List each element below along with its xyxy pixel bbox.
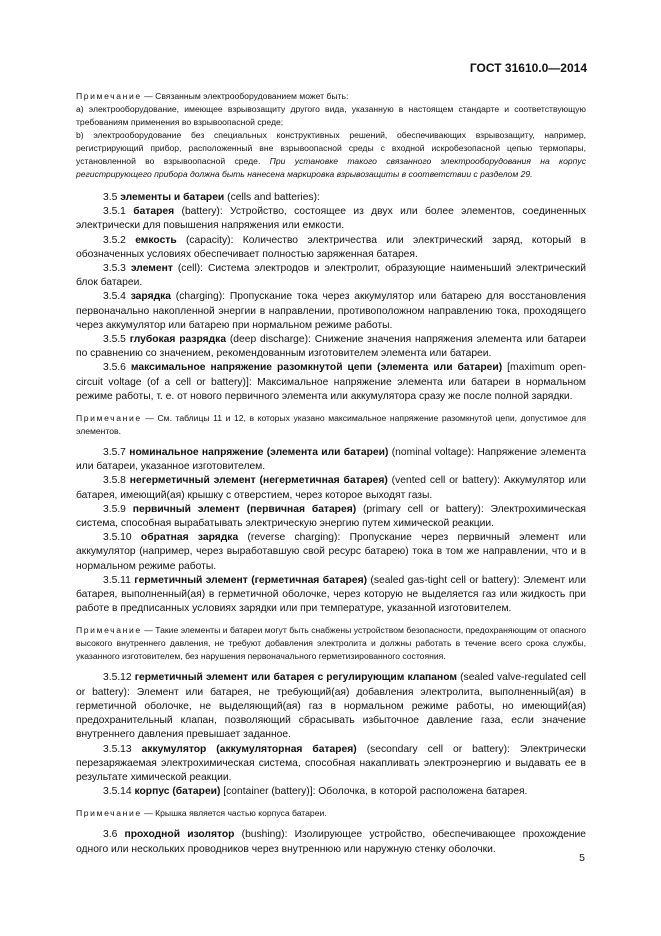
standard-header: ГОСТ 31610.0—2014 [469, 61, 587, 75]
clause-3-5-7: 3.5.7 номинальное напряжение (элемента или батареи) (nominal voltage): Напряжение элемента или батареи, указанное изготовителем. [76, 447, 586, 473]
term: батарея [133, 206, 175, 218]
note-max-voltage: Примечание — См. таблицы 11 и 12, в которых указано максимальное напряжение разомкнутой цепи, допустимое для элементов. [76, 413, 586, 437]
clause-3-5-2: 3.5.2 емкость (capacity): Количество электричества или электрический заряд, который в обозначенных условиях обеспечивает полностью заряженная батарея. [76, 234, 586, 260]
note-label: Примечание [76, 625, 142, 636]
clause-3-5-10: 3.5.10 обратная зарядка (reverse charging): Пропускание через первичный элемент или аккумулятор (например, через выработавшую свой ресурс батарею) тока в том же направлении, что и в нормальном режиме работы. [76, 532, 586, 572]
note-sealed-cells: Примечание — Такие элементы и батареи могут быть снабжены устройством безопасности, предохраняющим от опасного высокого внутреннего давления, не требуют добавления электролита и должны работать в течение всего срока службы, указанного изготовителем, без нарушения первоначального герметизированного состояния. [76, 625, 586, 662]
term: глубокая разрядка [129, 334, 227, 346]
note-item-b: b) электрооборудование без специальных конструктивных решений, обеспечивающих взрывозащиту, например, регистрирующий прибор, расположенный вне взрывоопасной среды с входной искробезопасной цепью термопары, установленной во взрывоопасной среде. При установке такого связанного электрооборудования на корпус регистрирующего прибора должна быть нанесена маркировка взрывозащиты в соответствии с разделом 29. [76, 130, 586, 179]
page-content [76, 90, 586, 857]
term: корпус (батареи) [134, 786, 221, 798]
clause-3-5: 3.5 элементы и батареи (cells and batteries): [103, 192, 320, 203]
clause-3-5-11: 3.5.11 герметичный элемент (герметичная батарея) (sealed gas-tight cell or battery): Элемент или батарея, выполненный(ая) в герметичной оболочке, через которую не выделяется газ или жидкость при работе в предписанных условиях зарядки или при температуре, указанной изготовителем. [76, 574, 586, 615]
term: элемент [130, 263, 173, 275]
clause-3-5-3: 3.5.3 элемент (cell): Система электродов и электролит, образующие наименьший электрический блок батареи. [76, 263, 586, 289]
term: емкость [135, 234, 177, 246]
clause-3-5-1: 3.5.1 батарея (battery): Устройство, состоящее из двух или более элементов, соединенных электрически для повышения напряжения или емкости. [76, 206, 587, 232]
term: герметичный элемент или батарея с регулирующим клапаном [134, 672, 457, 684]
term: первичный элемент (первичная батарея) [132, 503, 357, 515]
note-label: Примечание [76, 413, 142, 424]
clause-3-6: 3.6 проходной изолятор (bushing): Изолирующее устройство, обеспечивающее прохождение одного или нескольких проводников через внутреннюю или наружную стенку оболочки. [76, 829, 586, 855]
clause-3-5-8: 3.5.8 негерметичный элемент (негерметичная батарея) (vented cell or battery): Аккумулятор или батарея, имеющий(ая) крышку с отверстием, через которое выходят газы. [76, 475, 587, 501]
clause-3-5-4: 3.5.4 зарядка (charging): Пропускание тока через аккумулятор или батарею для восстановления первоначально накопленной энергии в направлении, противоположном направлению тока, проходящего через аккумулятор или батарею при нормальном режиме работы. [76, 291, 586, 331]
term: аккумулятор (аккумуляторная батарея) [141, 743, 357, 755]
clause-3-5-6: 3.5.6 максимальное напряжение разомкнутой цепи (элемента или батареи) [maximum open-circuit voltage (of a cell or battery)]: Максимальное напряжение элемента или батареи в нормальном режиме работы, т. е. от нового первичного элемента или аккумулятора сразу же после полной зарядки. [76, 362, 586, 402]
term: негерметичный элемент (негерметичная батарея) [129, 475, 388, 487]
clause-3-5-9: 3.5.9 первичный элемент (первичная батарея) (primary cell or battery): Электрохимическая система, способная вырабатывать электрическую энергию путем химической реакции. [76, 503, 587, 530]
clause-3-5-12: 3.5.12 герметичный элемент или батарея с регулирующим клапаном (sealed valve-regulated cell or battery): Элемент или батарея, не требующий(ая) добавления электролита, выполненный(ая) в герметичной оболочке, не выделяющий(ая) газ в нормальном режиме работы, но имеющий(ая) предохранительный клапан, позволяющий сбрасывать избыточное давление газа, если значение внутреннего давления превышает заданное. [76, 672, 587, 741]
page-number: 5 [579, 852, 585, 864]
note-intro: Примечание — Связанным электрооборудованием может быть: [76, 91, 349, 101]
clause-3-5-13: 3.5.13 аккумулятор (аккумуляторная батарея) (secondary cell or battery): Электрически перезаряжаемая электрохимическая система, способная накапливать электроэнергию и выдавать ее в результате химической реакции. [76, 743, 586, 783]
term: элементы и батареи [120, 192, 225, 203]
clause-3-5-14: 3.5.14 корпус (батареи) [container (battery)]: Оболочка, в которой расположена батарея. [103, 786, 528, 798]
note-associated-equipment [76, 90, 586, 181]
term: номинальное напряжение (элемента или батареи) [129, 447, 389, 459]
term: обратная зарядка [140, 532, 239, 544]
note-label: Примечание [76, 808, 142, 819]
term: зарядка [130, 291, 171, 303]
term: герметичный элемент (герметичная батарея) [134, 574, 368, 586]
note-label: Примечание [76, 91, 142, 101]
note-lid: Примечание — Крышка является частью корпуса батареи. [76, 808, 327, 819]
note-item-a: а) электрооборудование, имеющее взрывозащиту другого вида, указанную в настоящем стандарте и соответствующую требованиям применения во взрывоопасной среде; [76, 104, 586, 127]
clause-3-5-5: 3.5.5 глубокая разрядка (deep discharge): Снижение значения напряжения элемента или батареи по сравнению со значением, рекомендованным изготовителем элемента или батареи. [76, 334, 586, 360]
term: максимальное напряжение разомкнутой цепи (элемента или батареи) [130, 362, 503, 374]
term: проходной изолятор [124, 829, 235, 841]
